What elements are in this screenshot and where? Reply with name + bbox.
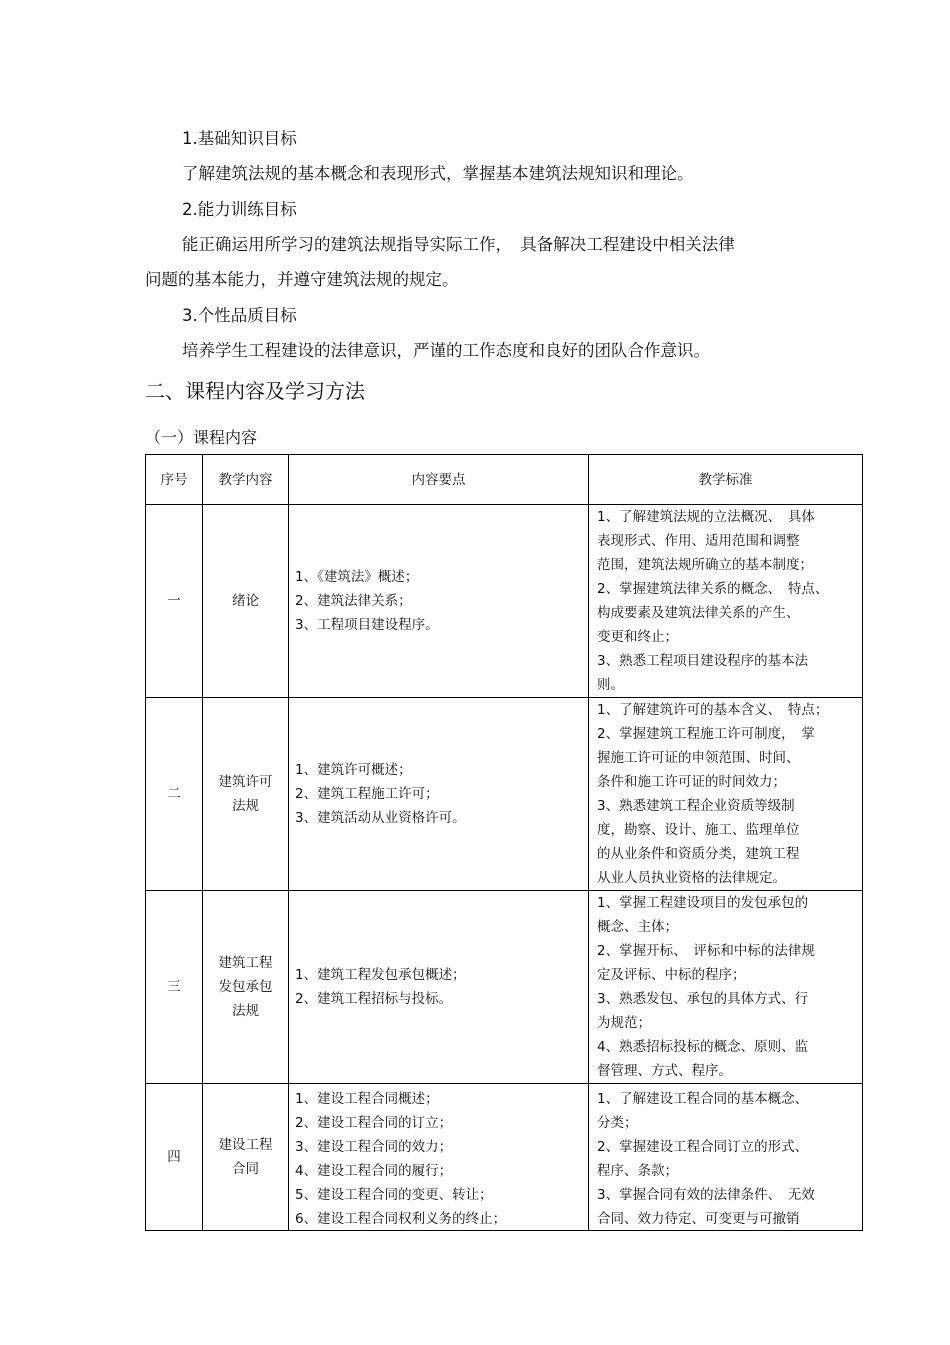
row-points: 1、建设工程合同概述； 2、建设工程合同的订立； 3、建设工程合同的效力； 4、建设工程合同的履行； 5、建设工程合同的变更、转让； 6、建设工程合同权利义务的终止； [289, 1084, 589, 1231]
row-number: 一 [146, 505, 203, 698]
row-points: 1、建筑许可概述； 2、建筑工程施工许可； 3、建筑活动从业资格许可。 [289, 698, 589, 891]
row-points: 1、《建筑法》概述； 2、建筑法律关系； 3、工程项目建设程序。 [289, 505, 589, 698]
objective-2-text-line1: 能正确运用所学习的建筑法规指导实际工作， 具备解决工程建设中相关法律 [182, 235, 735, 254]
table-header-row [146, 455, 863, 505]
table-row [146, 1084, 863, 1231]
row-standard: 1、了解建筑法规的立法概况、 具体 表现形式、作用、适用范围和调整 范围，建筑法规所确立的基本制度； 2、掌握建筑法律关系的概念、 特点、 构成要素及建筑法律关系的产生、 变更和终止； 3、熟悉工程项目建设程序的基本法 则。 [589, 505, 863, 698]
course-content-table [145, 454, 863, 1231]
row-content: 建筑许可 法规 [203, 698, 289, 891]
row-standard: 1、了解建设工程合同的基本概念、 分类； 2、掌握建设工程合同订立的形式、 程序、条款； 3、掌握合同有效的法律条件、 无效 合同、效力待定、可变更与可撤销 [589, 1084, 863, 1231]
header-number: 序号 [146, 455, 203, 505]
header-content: 教学内容 [203, 455, 289, 505]
objective-1-text: 了解建筑法规的基本概念和表现形式，掌握基本建筑法规知识和理论。 [182, 164, 694, 183]
row-number: 四 [146, 1084, 203, 1231]
table-row [146, 505, 863, 698]
objective-2-text-line2: 问题的基本能力，并遵守建筑法规的规定。 [145, 270, 459, 289]
section-title: 二、课程内容及学习方法 [145, 379, 365, 403]
row-standard: 1、掌握工程建设项目的发包承包的 概念、主体； 2、掌握开标、 评标和中标的法律规 定及评标、中标的程序； 3、熟悉发包、承包的具体方式、行 为规范； 4、熟悉招标投标的概念、原则、监 督管理、方式、程序。 [589, 891, 863, 1084]
row-content: 建筑工程 发包承包 法规 [203, 891, 289, 1084]
row-content: 绪论 [203, 505, 289, 698]
table-row [146, 891, 863, 1084]
objective-1-heading: 1.基础知识目标 [182, 129, 297, 148]
row-points: 1、建筑工程发包承包概述； 2、建筑工程招标与投标。 [289, 891, 589, 1084]
objective-2-heading: 2.能力训练目标 [182, 200, 297, 219]
table-row [146, 698, 863, 891]
objective-3-heading: 3.个性品质目标 [182, 306, 297, 325]
section-subtitle: （一）课程内容 [145, 428, 258, 447]
objective-3-text: 培养学生工程建设的法律意识，严谨的工作态度和良好的团队合作意识。 [182, 341, 710, 360]
header-points: 内容要点 [289, 455, 589, 505]
row-number: 三 [146, 891, 203, 1084]
header-standard: 教学标准 [589, 455, 863, 505]
row-content: 建设工程 合同 [203, 1084, 289, 1231]
row-number: 二 [146, 698, 203, 891]
row-standard: 1、了解建筑许可的基本含义、 特点； 2、掌握建筑工程施工许可制度， 掌 握施工许可证的申领范围、时间、 条件和施工许可证的时间效力； 3、熟悉建筑工程企业资质等级制 度，勘察、设计、施工、监理单位 的从业条件和资质分类，建筑工程 从业人员执业资格的法律规定。 [589, 698, 863, 891]
